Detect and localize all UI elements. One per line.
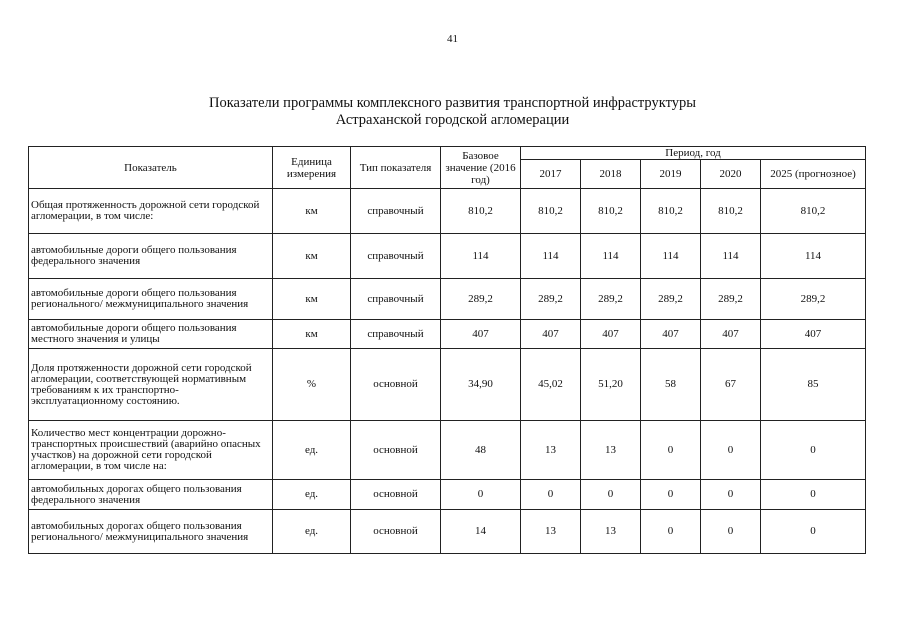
cell-type: основной [351,510,441,554]
cell-year-value: 810,2 [701,189,761,234]
table-row [29,279,866,320]
cell-base-value: 14 [441,510,521,554]
cell-type: справочный [351,320,441,349]
cell-year-value: 0 [701,510,761,554]
cell-type: основной [351,480,441,510]
table-body [29,189,866,554]
cell-year-value: 407 [641,320,701,349]
cell-type: основной [351,421,441,480]
cell-year-value: 0 [701,421,761,480]
cell-indicator: автомобильные дороги общего пользования местного значения и улицы [29,320,273,349]
cell-year-value: 85 [761,349,866,421]
cell-year-value: 0 [641,421,701,480]
cell-year-value: 13 [521,510,581,554]
cell-base-value: 34,90 [441,349,521,421]
cell-year-value: 407 [701,320,761,349]
cell-type: справочный [351,189,441,234]
cell-type: справочный [351,234,441,279]
header-unit: Единица измерения [273,147,351,189]
title-line-1: Показатели программы комплексного развития транспортной инфраструктуры [209,95,696,111]
cell-unit: ед. [273,480,351,510]
header-type: Тип показателя [351,147,441,189]
cell-year-value: 289,2 [701,279,761,320]
cell-base-value: 114 [441,234,521,279]
cell-unit: км [273,234,351,279]
cell-base-value: 0 [441,480,521,510]
cell-indicator: автомобильных дорогах общего пользования регионального/ межмуниципального значения [29,510,273,554]
table-row [29,349,866,421]
header-year-2025: 2025 (прогнозное) [761,160,866,189]
cell-year-value: 810,2 [641,189,701,234]
table-row [29,320,866,349]
cell-year-value: 289,2 [581,279,641,320]
cell-year-value: 407 [521,320,581,349]
cell-base-value: 289,2 [441,279,521,320]
cell-year-value: 407 [581,320,641,349]
cell-unit: км [273,189,351,234]
cell-year-value: 0 [521,480,581,510]
cell-indicator: Количество мест концентрации дорожно-транспортных происшествий (аварийно опасных участков) на дорожной сети городской агломерации, в том числе на: [29,421,273,480]
table-row [29,421,866,480]
header-period: Период, год [521,147,866,160]
cell-year-value: 0 [641,510,701,554]
cell-unit: км [273,279,351,320]
cell-year-value: 13 [581,510,641,554]
page-number: 41 [447,33,458,45]
document-title [0,95,905,129]
cell-base-value: 407 [441,320,521,349]
cell-year-value: 0 [761,421,866,480]
cell-type: основной [351,349,441,421]
cell-year-value: 0 [641,480,701,510]
cell-unit: ед. [273,421,351,480]
table-row [29,234,866,279]
cell-type: справочный [351,279,441,320]
table-row [29,510,866,554]
header-indicator: Показатель [29,147,273,189]
header-year-2017: 2017 [521,160,581,189]
cell-indicator: Общая протяженность дорожной сети городской агломерации, в том числе: [29,189,273,234]
table-row [29,480,866,510]
title-line-2: Астраханской городской агломерации [335,112,570,128]
cell-year-value: 0 [761,510,866,554]
cell-base-value: 810,2 [441,189,521,234]
cell-year-value: 0 [581,480,641,510]
cell-year-value: 58 [641,349,701,421]
cell-indicator: автомобильных дорогах общего пользования федерального значения [29,480,273,510]
cell-year-value: 0 [701,480,761,510]
cell-year-value: 114 [521,234,581,279]
header-year-2020: 2020 [701,160,761,189]
header-base-value: Базовое значение (2016 год) [441,147,521,189]
cell-base-value: 48 [441,421,521,480]
cell-indicator: Доля протяженности дорожной сети городской агломерации, соответствующей нормативным требованиям к их транспортно-эксплуатационному состоянию. [29,349,273,421]
cell-year-value: 0 [761,480,866,510]
cell-year-value: 289,2 [641,279,701,320]
cell-year-value: 289,2 [521,279,581,320]
cell-indicator: автомобильные дороги общего пользования регионального/ межмуниципального значения [29,279,273,320]
cell-year-value: 67 [701,349,761,421]
table-row [29,189,866,234]
indicators-table [28,146,866,554]
cell-year-value: 13 [581,421,641,480]
cell-unit: % [273,349,351,421]
header-row-1 [29,147,866,160]
cell-year-value: 13 [521,421,581,480]
cell-year-value: 407 [761,320,866,349]
cell-unit: км [273,320,351,349]
cell-year-value: 810,2 [521,189,581,234]
cell-year-value: 114 [761,234,866,279]
cell-year-value: 289,2 [761,279,866,320]
cell-year-value: 114 [581,234,641,279]
cell-year-value: 51,20 [581,349,641,421]
cell-year-value: 810,2 [581,189,641,234]
cell-indicator: автомобильные дороги общего пользования федерального значения [29,234,273,279]
header-year-2018: 2018 [581,160,641,189]
cell-unit: ед. [273,510,351,554]
cell-year-value: 810,2 [761,189,866,234]
cell-year-value: 114 [701,234,761,279]
cell-year-value: 45,02 [521,349,581,421]
cell-year-value: 114 [641,234,701,279]
header-year-2019: 2019 [641,160,701,189]
